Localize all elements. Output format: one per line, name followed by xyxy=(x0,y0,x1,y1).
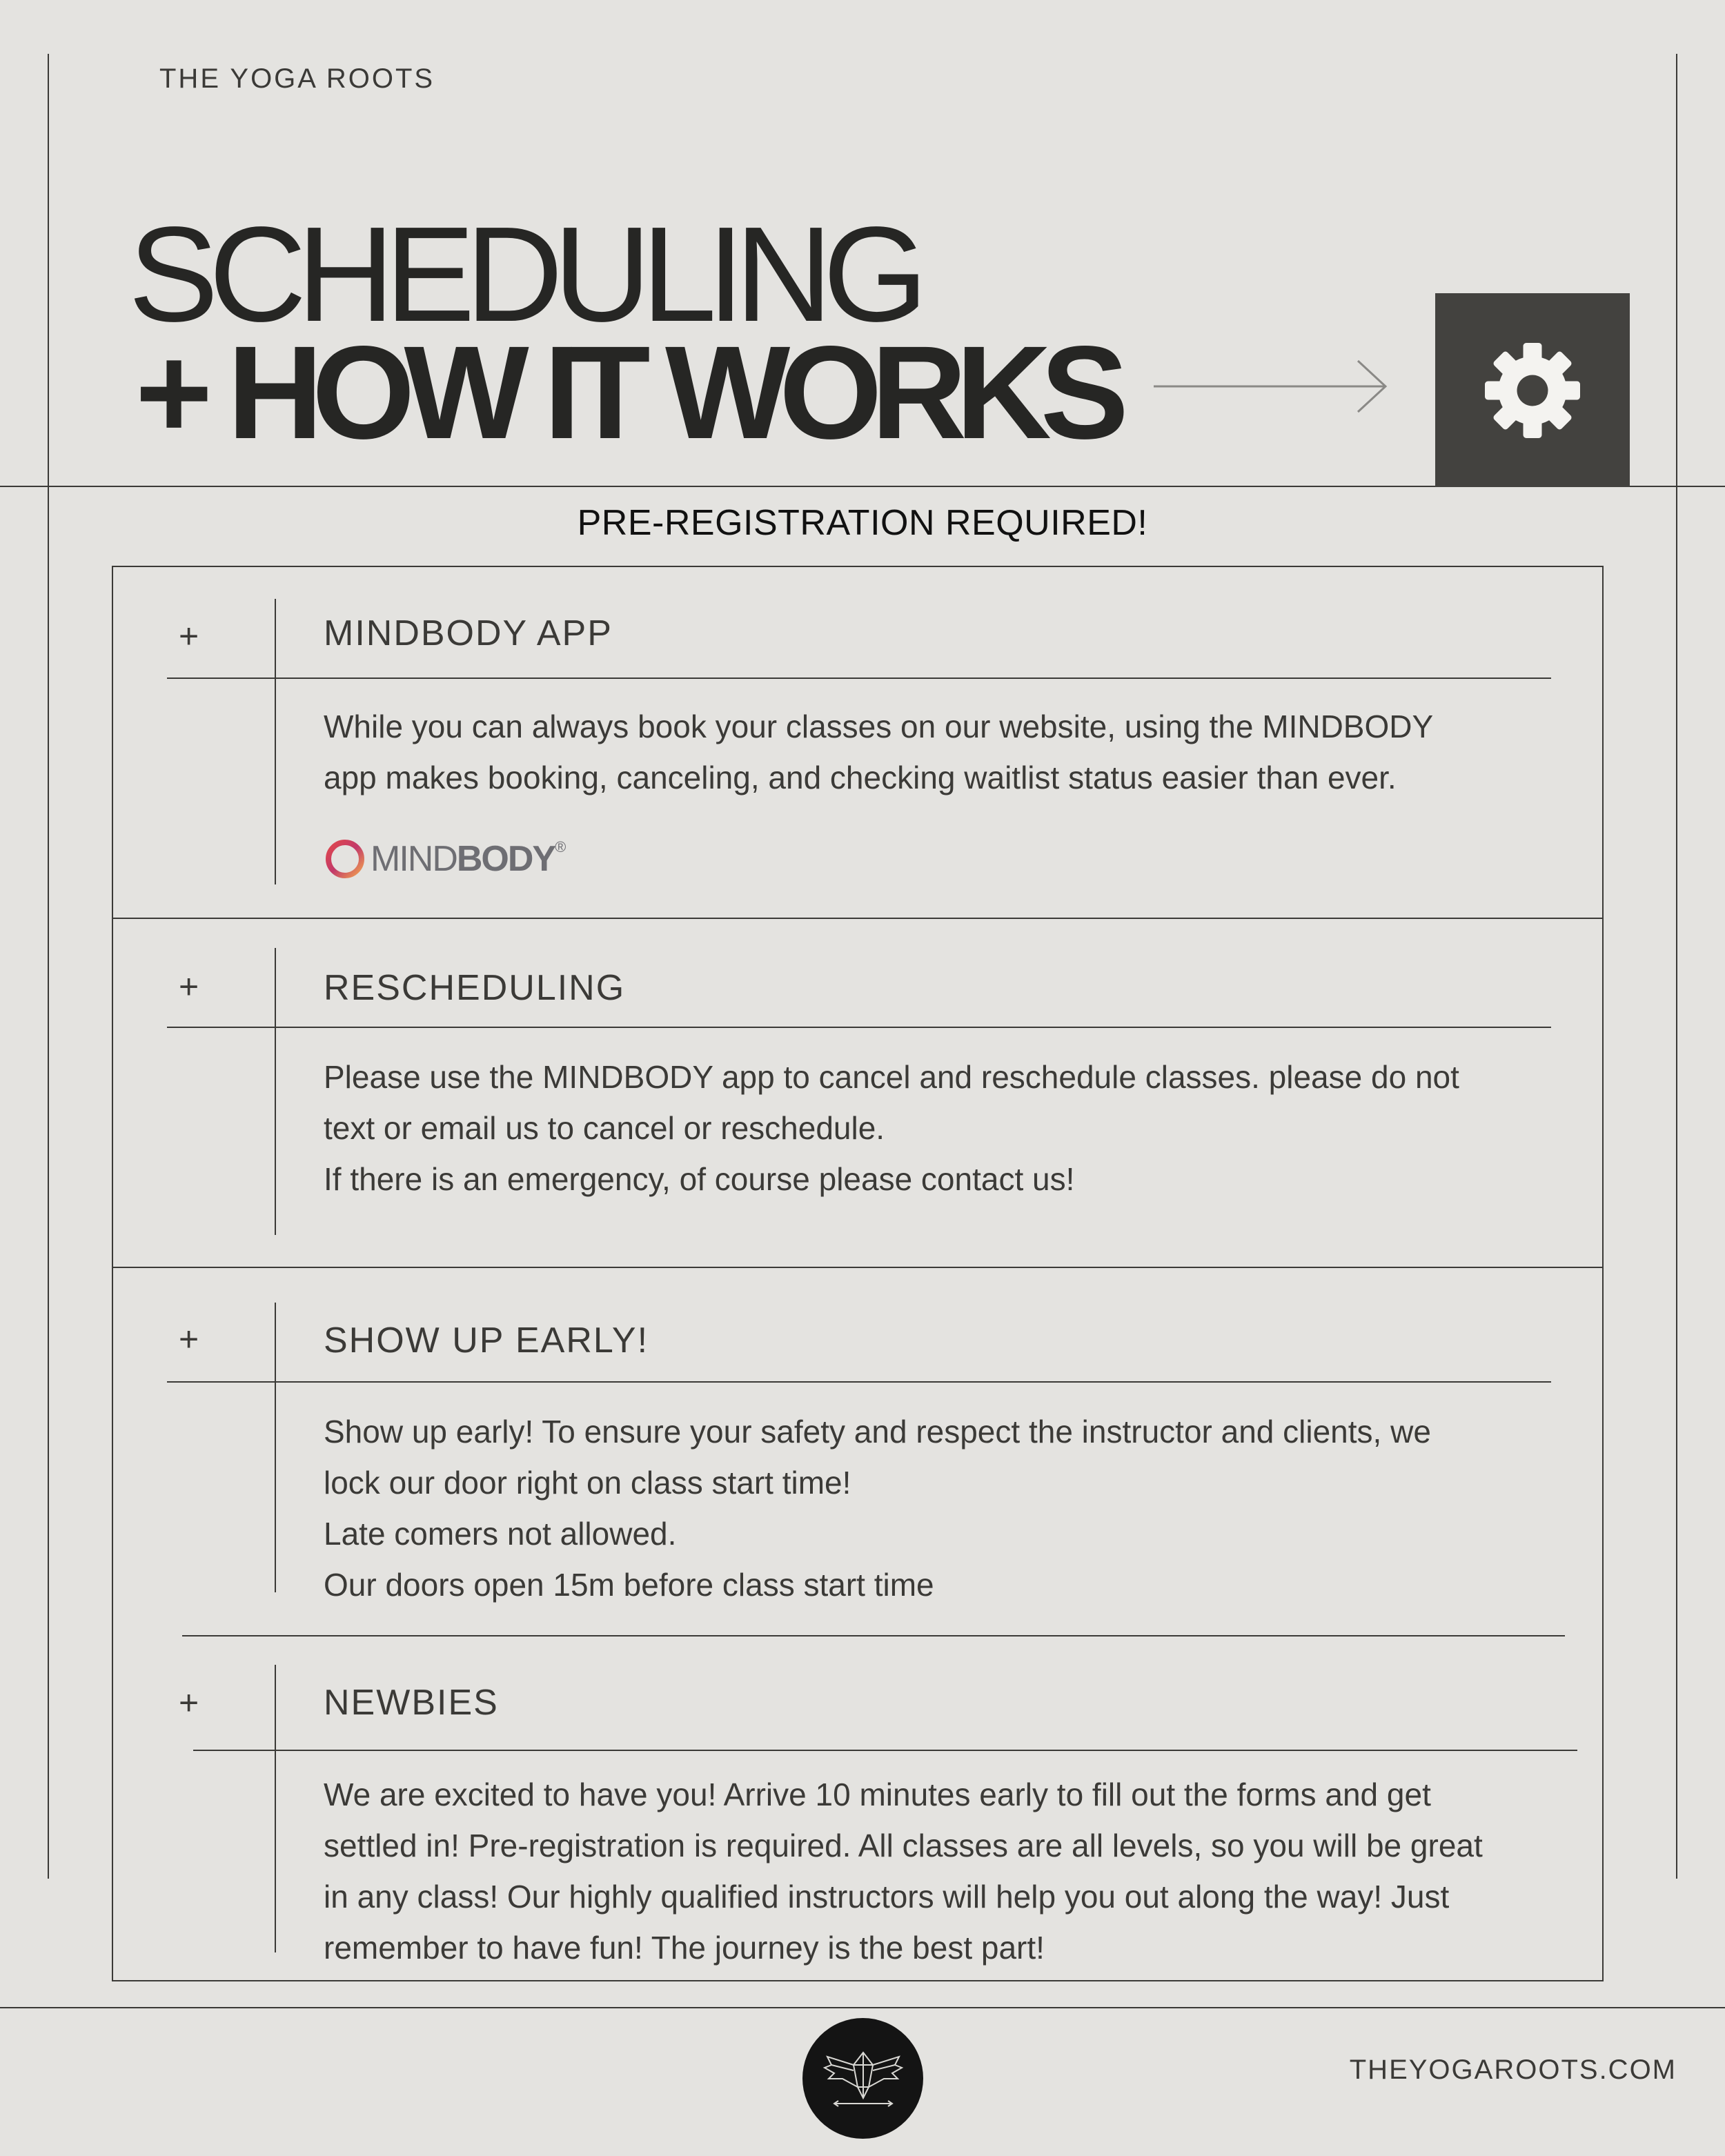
section-vertical-rule xyxy=(275,599,276,884)
body-line: Our doors open 15m before class start time xyxy=(324,1567,934,1603)
section-separator xyxy=(112,1267,1603,1268)
section-body-newbies xyxy=(324,1769,1566,1973)
body-line: If there is an emergency, of course please contact us! xyxy=(324,1161,1075,1197)
gear-badge xyxy=(1435,293,1630,487)
body-line: remember to have fun! The journey is the best part! xyxy=(324,1930,1045,1966)
section-title-underline xyxy=(167,1027,1551,1028)
expand-icon: + xyxy=(179,967,199,1006)
body-line: While you can always book your classes on our website, using the MINDBODY xyxy=(324,709,1434,744)
body-line: Please use the MINDBODY app to cancel and reschedule classes. please do not xyxy=(324,1059,1459,1095)
body-line: We are excited to have you! Arrive 10 minutes early to fill out the forms and get xyxy=(324,1777,1431,1812)
section-vertical-rule xyxy=(275,1303,276,1592)
section-separator xyxy=(182,1635,1565,1636)
body-line: text or email us to cancel or reschedule. xyxy=(324,1110,885,1146)
gear-icon xyxy=(1481,339,1584,442)
section-title-underline xyxy=(193,1750,1577,1751)
brand-name: THE YOGA ROOTS xyxy=(159,63,435,94)
section-title-newbies: NEWBIES xyxy=(324,1683,499,1723)
body-line: lock our door right on class start time! xyxy=(324,1465,851,1501)
website-link[interactable]: THEYOGAROOTS.COM xyxy=(1349,2055,1677,2085)
section-separator xyxy=(112,918,1603,919)
body-line: Late comers not allowed. xyxy=(324,1516,677,1552)
section-title-rescheduling: RESCHEDULING xyxy=(324,968,626,1008)
page-title-line1: SCHEDULING xyxy=(128,199,919,350)
eagle-emblem-icon xyxy=(802,2018,923,2139)
section-title-underline xyxy=(167,678,1551,679)
arrow-right-icon xyxy=(1154,359,1388,414)
section-body-mindbody-app xyxy=(324,701,1566,803)
preregistration-notice: PRE-REGISTRATION REQUIRED! xyxy=(577,503,1148,543)
section-body-rescheduling xyxy=(324,1051,1566,1205)
page-title-line2: + HOW IT WORKS xyxy=(135,318,1118,466)
body-line: settled in! Pre-registration is required. All classes are all levels, so you will be great xyxy=(324,1828,1483,1863)
eagle-emblem-drawing xyxy=(822,2044,905,2113)
frame-right-line xyxy=(1676,54,1677,1879)
section-title-show-up-early: SHOW UP EARLY! xyxy=(324,1321,649,1361)
logo-word-body: BODY xyxy=(456,839,555,879)
mindbody-ring-icon xyxy=(324,838,366,880)
body-line: Show up early! To ensure your safety and respect the instructor and clients, we xyxy=(324,1414,1431,1450)
section-body-show-up-early xyxy=(324,1406,1566,1610)
section-title-underline xyxy=(167,1381,1551,1383)
frame-left-line xyxy=(48,54,49,1879)
logo-word-mind: MIND xyxy=(371,839,457,879)
logo-registered-mark: ® xyxy=(555,838,565,856)
section-title-mindbody-app: MINDBODY APP xyxy=(324,613,613,653)
mindbody-logo xyxy=(324,838,564,880)
expand-icon: + xyxy=(179,617,199,655)
expand-icon: + xyxy=(179,1683,199,1722)
body-line: app makes booking, canceling, and checking waitlist status easier than ever. xyxy=(324,760,1397,795)
section-vertical-rule xyxy=(275,1665,276,1952)
footer-divider xyxy=(0,2007,1725,2008)
section-vertical-rule xyxy=(275,948,276,1235)
expand-icon: + xyxy=(179,1320,199,1358)
body-line: in any class! Our highly qualified instructors will help you out along the way! Just xyxy=(324,1879,1450,1915)
